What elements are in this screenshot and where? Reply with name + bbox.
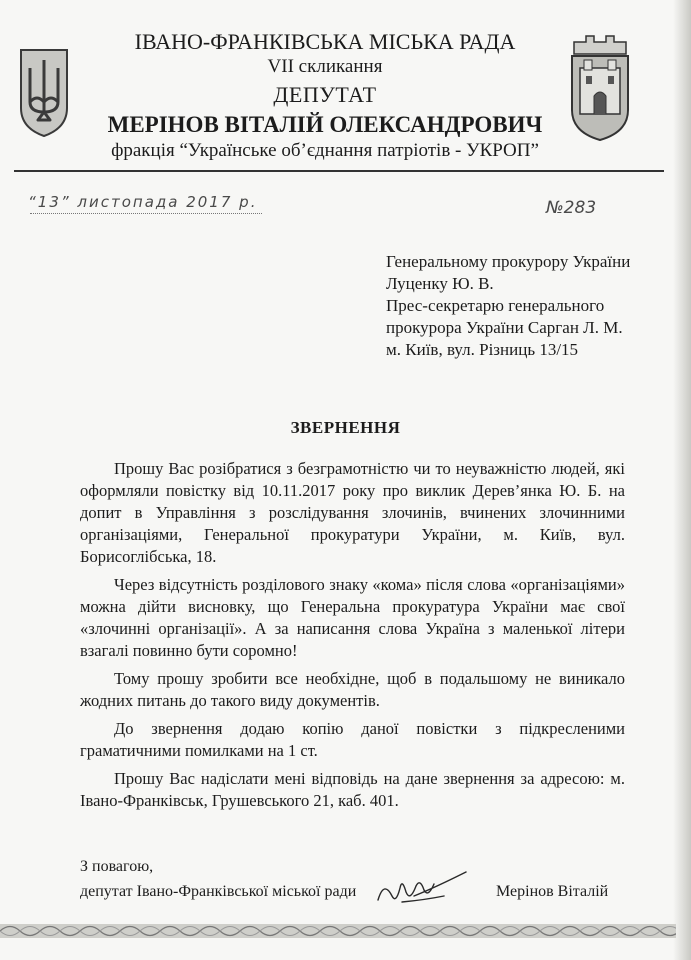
scan-edge-shadow (673, 0, 691, 960)
closing-regards: З повагою, (80, 858, 154, 875)
date-dotted-line (30, 213, 262, 214)
body-paragraph: Прошу Вас надіслати мені відповідь на дане звернення за адресою: м. Івано-Франківськ, Грушевського 21, каб. 401. (80, 769, 625, 810)
council-name: ІВАНО-ФРАНКІВСЬКА МІСЬКА РАДА (134, 29, 516, 54)
addressee-line: прокурора України Сарган Л. М. (386, 318, 623, 337)
deputy-role: ДЕПУТАТ (273, 82, 377, 107)
header-divider (14, 170, 664, 172)
closing-position: депутат Івано-Франківської міської ради (80, 883, 357, 900)
faction-name: фракція “Українське об’єднання патріотів - УКРОП” (111, 140, 539, 161)
decorative-bottom-strip (0, 918, 676, 944)
deputy-name: МЕРІНОВ ВІТАЛІЙ ОЛЕКСАНДРОВИЧ (107, 112, 543, 137)
addressee-line: Луценку Ю. В. (386, 274, 494, 293)
handwritten-date: “13” листопада 2017 р. (28, 193, 258, 211)
addressee-line: Прес-секретарю генерального (386, 296, 605, 315)
letter-body (80, 458, 625, 818)
body-paragraph: До звернення додаю копію даної повістки з підкресленими граматичними помилками на 1 ст. (80, 719, 625, 760)
handwritten-reg-number: №283 (546, 198, 597, 218)
city-coat-of-arms-icon (566, 32, 634, 144)
body-paragraph: Прошу Вас розібратися з безграмотністю чи то неуважністю людей, які оформляли повістку від 10.11.2017 року про виклик Дерев’янка Ю. Б. на допит в Управління з розслідування злочинів, вчинених злочинними організаціями, Генеральної прокуратури України, м. Київ, вул. Борисоглібська, 18. (80, 459, 625, 566)
handwritten-signature-icon (374, 866, 470, 910)
body-paragraph: Через відсутність розділового знаку «кома» після слова «організаціями» можна дійти висновку, що Генеральна прокуратура України має свої «злочинні організації». А за написання слова Україна з маленької літери взагалі повинно бути соромно! (80, 575, 625, 660)
trident-emblem-icon (17, 46, 71, 140)
document-title: ЗВЕРНЕННЯ (290, 418, 401, 437)
addressee-line: м. Київ, вул. Різниць 13/15 (386, 340, 579, 359)
signer-name: Мерінов Віталій (496, 883, 609, 900)
addressee-line: Генеральному прокурору України (386, 252, 631, 271)
body-paragraph: Тому прошу зробити все необхідне, щоб в подальшому не виникало жодних питань до такого виду документів. (80, 669, 625, 710)
convocation: VII скликання (267, 56, 383, 77)
